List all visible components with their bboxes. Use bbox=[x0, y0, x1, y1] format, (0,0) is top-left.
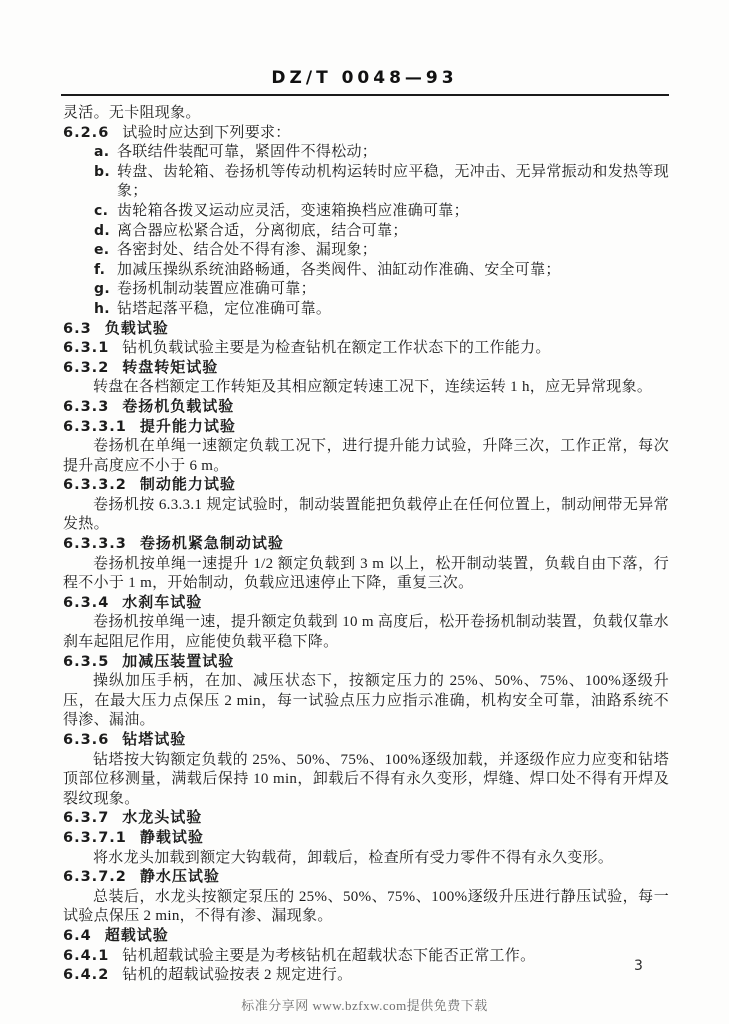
item-text: 离合器应松紧合适，分离彻底，结合可靠； bbox=[117, 222, 408, 239]
clause-text: 静载试验 bbox=[139, 829, 204, 846]
clause-line bbox=[63, 398, 669, 418]
list-item bbox=[63, 163, 669, 202]
clause-text: 钻机超载试验主要是为考核钻机在超载状态下能否正常工作。 bbox=[122, 947, 536, 964]
clause-line bbox=[63, 868, 669, 888]
clause-number: 6.3.7 bbox=[63, 810, 110, 827]
clause-number: 6.3.5 bbox=[63, 653, 110, 670]
item-letter: c. bbox=[94, 202, 109, 219]
item-letter: f. bbox=[94, 261, 106, 278]
clause-number: 6.3.4 bbox=[63, 594, 110, 611]
clause-number: 6.3.3.3 bbox=[63, 536, 127, 553]
clause-line bbox=[63, 535, 669, 555]
clause-line bbox=[63, 809, 669, 829]
item-text: 转盘、齿轮箱、卷扬机等传动机构运转时应平稳，无冲击、无异常振动和发热等现象； bbox=[117, 163, 669, 200]
clause-number: 6.3.3.1 bbox=[63, 418, 127, 435]
paragraph: 总装后，水龙头按额定泵压的 25%、50%、75%、100%逐级升压进行静压试验，每一试验点保压 2 min，不得有渗、漏现象。 bbox=[63, 888, 669, 925]
clause-text: 钻机的超载试验按表 2 规定进行。 bbox=[122, 967, 353, 984]
clause-line bbox=[63, 359, 669, 379]
clause-text: 卷扬机紧急制动试验 bbox=[139, 536, 284, 553]
clause-number: 6.3 bbox=[63, 320, 92, 337]
clause-text: 转盘转矩试验 bbox=[122, 359, 219, 376]
clause-text: 提升能力试验 bbox=[139, 418, 236, 435]
list-item bbox=[63, 280, 669, 300]
item-letter: d. bbox=[94, 222, 110, 239]
list-item bbox=[63, 300, 669, 320]
item-text: 各联结件装配可靠，紧固件不得松动； bbox=[117, 144, 378, 161]
clause-line bbox=[63, 966, 669, 986]
clause-text: 静水压试验 bbox=[139, 869, 220, 886]
clause-line bbox=[63, 476, 669, 496]
clause-line bbox=[63, 320, 669, 340]
item-letter: h. bbox=[94, 300, 110, 317]
clause-number: 6.3.2 bbox=[63, 359, 110, 376]
header-rule bbox=[61, 94, 669, 96]
paragraph: 卷扬机按单绳一速，提升额定负载到 10 m 高度后，松开卷扬机制动装置，负载仅靠水刹车起阻尼作用，应能使负载平稳下降。 bbox=[63, 614, 669, 651]
clause-text: 试验时应达到下列要求： bbox=[122, 124, 291, 141]
list-item bbox=[63, 261, 669, 281]
clause-number: 6.3.7.1 bbox=[63, 829, 127, 846]
clause-number: 6.3.3.2 bbox=[63, 477, 127, 494]
item-letter: b. bbox=[94, 163, 110, 180]
paragraph: 操纵加压手柄，在加、减压状态下，按额定压力的 25%、50%、75%、100%逐级升压，在最大压力点保压 2 min，每一试验点压力应指示准确，机构安全可靠，油路系统不得渗、漏油。 bbox=[63, 673, 669, 729]
clause-number: 6.3.3 bbox=[63, 398, 110, 415]
clause-number: 6.4.1 bbox=[63, 947, 110, 964]
paragraph: 卷扬机按 6.3.3.1 规定试验时，制动装置能把负载停止在任何位置上，制动闸带无异常发热。 bbox=[63, 496, 669, 533]
clause-text: 超载试验 bbox=[104, 927, 169, 944]
item-text: 卷扬机制动装置应准确可靠； bbox=[117, 281, 316, 298]
clause-text: 水刹车试验 bbox=[122, 594, 203, 611]
list-item bbox=[63, 222, 669, 242]
clause-line bbox=[63, 653, 669, 673]
standard-number-header: DZ/T 0048—93 bbox=[271, 68, 458, 88]
item-letter: e. bbox=[94, 242, 110, 259]
clause-text: 钻机负载试验主要是为检查钻机在额定工作状态下的工作能力。 bbox=[122, 340, 551, 357]
item-letter: a. bbox=[94, 144, 110, 161]
clause-number: 6.3.7.2 bbox=[63, 869, 127, 886]
clause-line bbox=[63, 731, 669, 751]
paragraph: 卷扬机按单绳一速提升 1/2 额定负载到 3 m 以上，松开制动装置，负载自由下落，行程不小于 1 m，开始制动，负载应迅速停止下降，重复三次。 bbox=[63, 555, 669, 592]
clause-text: 负载试验 bbox=[104, 320, 169, 337]
item-text: 齿轮箱各拨叉运动应灵活，变速箱换档应准确可靠； bbox=[117, 202, 469, 219]
continuation-text: 灵活。无卡阻现象。 bbox=[63, 105, 201, 121]
clause-number: 6.3.1 bbox=[63, 340, 110, 357]
clause-line bbox=[63, 418, 669, 438]
footer-watermark: 标准分享网 www.bzfxw.com提供免费下载 bbox=[241, 998, 488, 1013]
list-item bbox=[63, 143, 669, 163]
paragraph: 转盘在各档额定工作转矩及其相应额定转速工况下，连续运转 1 h，应无异常现象。 bbox=[93, 379, 653, 396]
clause-line bbox=[63, 829, 669, 849]
clause-line bbox=[63, 124, 669, 144]
item-text: 加减压操纵系统油路畅通，各类阀件、油缸动作准确、安全可靠； bbox=[117, 261, 561, 278]
list-item bbox=[63, 241, 669, 261]
clause-number: 6.2.6 bbox=[63, 124, 110, 141]
clause-text: 卷扬机负载试验 bbox=[122, 398, 235, 415]
clause-line bbox=[63, 927, 669, 947]
clause-line bbox=[63, 947, 669, 967]
paragraph: 钻塔按大钩额定负载的 25%、50%、75%、100%逐级加载，并逐级作应力应变和钻塔顶部位移测量，满载后保持 10 min，卸载后不得有永久变形，焊缝、焊口处不得有开焊及裂纹现象。 bbox=[63, 751, 669, 807]
paragraph: 将水龙头加载到额定大钩载荷，卸载后，检查所有受力零件不得有永久变形。 bbox=[93, 849, 614, 866]
item-text: 各密封处、结合处不得有渗、漏现象； bbox=[117, 242, 378, 259]
clause-number: 6.4 bbox=[63, 927, 92, 944]
clause-number: 6.4.2 bbox=[63, 967, 110, 984]
clause-text: 加减压装置试验 bbox=[122, 653, 235, 670]
clause-number: 6.3.6 bbox=[63, 732, 110, 748]
clause-text: 水龙头试验 bbox=[122, 810, 203, 827]
document-content bbox=[63, 104, 669, 986]
clause-text: 制动能力试验 bbox=[139, 477, 236, 494]
clause-line bbox=[63, 339, 669, 359]
list-item bbox=[63, 202, 669, 222]
item-text: 钻塔起落平稳，定位准确可靠。 bbox=[117, 300, 332, 317]
clause-text: 钻塔试验 bbox=[122, 732, 187, 748]
clause-line bbox=[63, 594, 669, 614]
paragraph: 卷扬机在单绳一速额定负载工况下，进行提升能力试验，升降三次，工作正常，每次提升高度应不小于 6 m。 bbox=[63, 438, 669, 474]
page-number: 3 bbox=[634, 958, 643, 974]
item-letter: g. bbox=[94, 281, 110, 298]
